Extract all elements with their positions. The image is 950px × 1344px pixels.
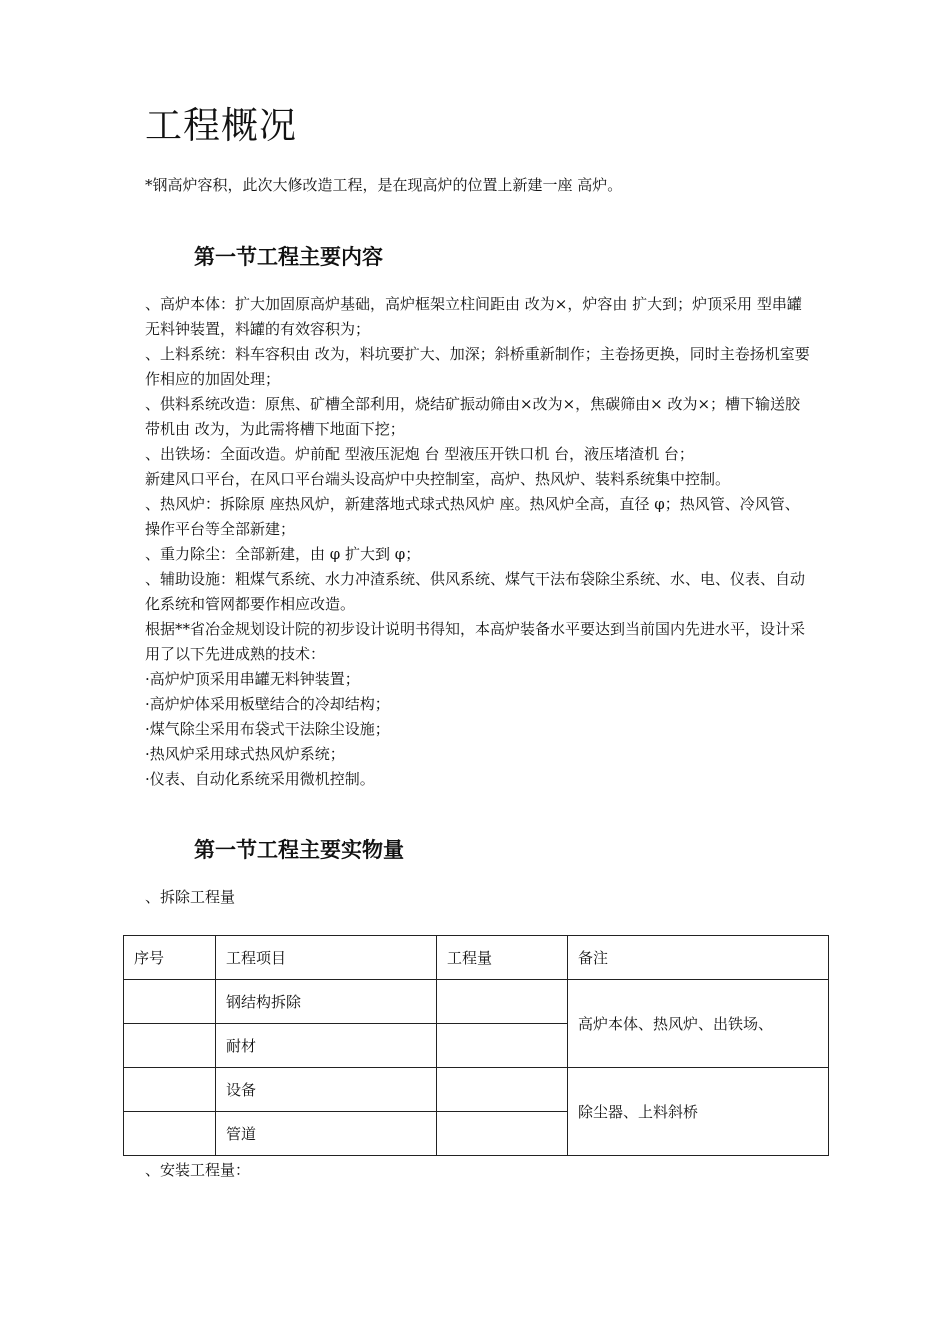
- table-cell-item: 设备: [216, 1068, 437, 1112]
- bullet-item: ·高炉炉体采用板壁结合的冷却结构；: [145, 695, 390, 713]
- paragraph-auxiliary: 、辅助设施：粗煤气系统、水力冲渣系统、供风系统、煤气干法布袋除尘系统、水、电、仪表、自动化系统和管网都要作相应改造。: [145, 570, 806, 613]
- table-cell-quantity: [437, 1112, 568, 1156]
- table-cell-item: 钢结构拆除: [216, 980, 437, 1024]
- table-cell-quantity: [437, 980, 568, 1024]
- header-cell-remark: 备注: [568, 936, 829, 980]
- paragraph-feeding-system: 、供料系统改造：原焦、矿槽全部利用，烧结矿振动筛由×改为×，焦碳筛由× 改为×；槽下输送胶带机由 改为，为此需将槽下地面下挖；: [145, 395, 801, 438]
- table-cell-item: 耐材: [216, 1024, 437, 1068]
- section-content-body: [145, 292, 810, 792]
- table-row: [124, 1068, 829, 1112]
- paragraph-charging-system: 、上料系统：料车容积由 改为，料坑要扩大、加深；斜桥重新制作；主卷扬更换，同时主卷扬机室要作相应的加固处理；: [145, 345, 810, 388]
- bullet-item: ·仪表、自动化系统采用微机控制。: [145, 770, 375, 788]
- paragraph-tuyere-platform: 新建风口平台，在风口平台端头设高炉中央控制室，高炉、热风炉、装料系统集中控制。: [145, 470, 731, 488]
- paragraph-cast-house: 、出铁场：全面改造。炉前配 型液压泥炮 台 型液压开铁口机 台，液压堵渣机 台；: [145, 445, 694, 463]
- header-cell-item: 工程项目: [216, 936, 437, 980]
- table-cell-number: [124, 1112, 216, 1156]
- paragraph-hot-stove: 、热风炉：拆除原 座热风炉，新建落地式球式热风炉 座。热风炉全高，直径 φ；热风管、冷风管、操作平台等全部新建；: [145, 495, 800, 538]
- table-cell-number: [124, 1024, 216, 1068]
- paragraph-design-basis: 根据**省冶金规划设计院的初步设计说明书得知，本高炉装备水平要达到当前国内先进水平，设计采用了以下先进成熟的技术：: [145, 620, 806, 663]
- table-cell-number: [124, 1068, 216, 1112]
- bullet-item: ·热风炉采用球式热风炉系统；: [145, 745, 345, 763]
- table-cell-quantity: [437, 1024, 568, 1068]
- bullet-item: ·煤气除尘采用布袋式干法除尘设施；: [145, 720, 390, 738]
- table-row: [124, 980, 829, 1024]
- table-cell-remark: 除尘器、上料斜桥: [568, 1068, 829, 1156]
- bullet-item: ·高炉炉顶采用串罐无料钟装置；: [145, 670, 360, 688]
- intro-paragraph: *钢高炉容积，此次大修改造工程，是在现高炉的位置上新建一座 高炉。: [145, 176, 623, 194]
- paragraph-dust-catcher: 、重力除尘：全部新建，由 φ 扩大到 φ；: [145, 545, 421, 563]
- paragraph-furnace-body: 、高炉本体：扩大加固原高炉基础，高炉框架立柱间距由 改为×，炉容由 扩大到；炉顶采用 型串罐无料钟装置，料罐的有效容积为；: [145, 295, 802, 338]
- demolish-label: 、拆除工程量: [145, 888, 236, 906]
- demolition-quantity-table: [123, 935, 829, 1156]
- table-cell-remark: 高炉本体、热风炉、出铁场、: [568, 980, 829, 1068]
- section-heading-content: 第一节工程主要内容: [194, 245, 383, 269]
- table-cell-number: [124, 980, 216, 1024]
- header-cell-number: 序号: [124, 936, 216, 980]
- install-label: 、安装工程量：: [145, 1161, 251, 1179]
- table-cell-quantity: [437, 1068, 568, 1112]
- table-cell-item: 管道: [216, 1112, 437, 1156]
- section-heading-quantities: 第一节工程主要实物量: [194, 838, 404, 862]
- table-header-row: [124, 936, 829, 980]
- header-cell-quantity: 工程量: [437, 936, 568, 980]
- page-title: 工程概况: [145, 104, 297, 147]
